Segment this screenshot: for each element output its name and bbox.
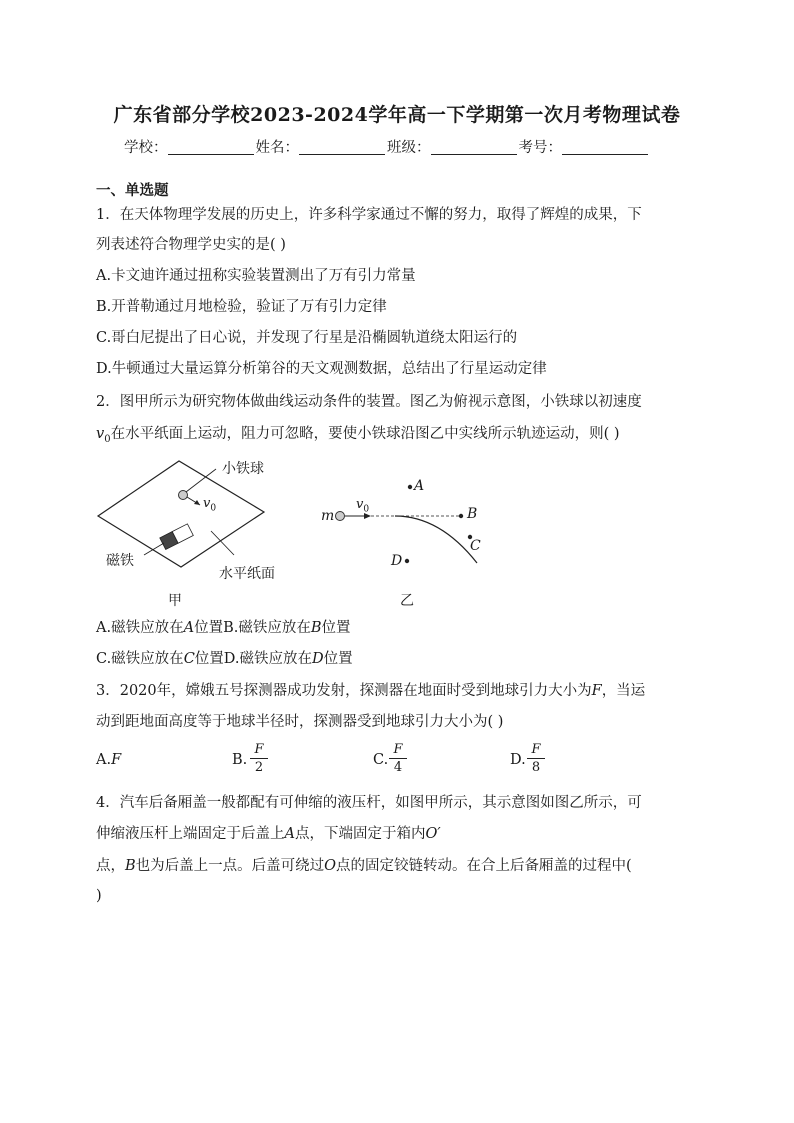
- q3-option-d: D.: [510, 752, 526, 768]
- frac-b-den: 2: [254, 760, 264, 775]
- q2-options-ab: [96, 618, 351, 638]
- q2-opt-d-tail: 位置: [323, 651, 353, 667]
- q2-opt-a-letter: A: [183, 620, 195, 636]
- point-b-dot: [459, 514, 463, 518]
- school-label: 学校：: [124, 140, 168, 156]
- label-a: A: [414, 478, 425, 494]
- q1-option-b: B.开普勒通过月地检验，验证了万有引力定律: [96, 299, 387, 315]
- q3-opt-a-prefix: A.: [96, 752, 112, 768]
- q3-option-c: C.: [373, 752, 389, 768]
- q2-opt-d-text: 位置D.磁铁应放在: [194, 651, 313, 667]
- ball-m: [336, 512, 345, 521]
- name-blank: [299, 140, 385, 155]
- q3-option-a: [96, 752, 121, 768]
- curved-trajectory: [395, 516, 477, 563]
- frac-d-num: F: [531, 742, 541, 757]
- q2-stem-line1: 2．图甲所示为研究物体做曲线运动条件的装置。图乙为俯视示意图，小铁球以初速度: [96, 394, 642, 410]
- q4-stem-3c: 点的固定铰链转动。在合上后备厢盖的过程中(: [336, 858, 632, 874]
- q1-stem-line1: 1．在天体物理学发展的历史上，许多科学家通过不懈的努力，取得了辉煌的成果，下: [96, 207, 642, 223]
- magnet-label: 磁铁: [106, 553, 134, 569]
- fig-jia-v: v: [203, 496, 211, 511]
- label-m: m: [321, 508, 335, 524]
- q2-opt-b-tail: 位置: [321, 620, 351, 636]
- label-b: B: [467, 506, 478, 522]
- q4-stem-line1: 4．汽车后备厢盖一般都配有可伸缩的液压杆，如图甲所示，其示意图如图乙所示，可: [96, 795, 642, 811]
- label-d: D: [391, 553, 403, 569]
- q4-stem-2a: 伸缩液压杆上端固定于后盖上: [96, 826, 285, 842]
- q4-point-o-prime: O′: [425, 826, 441, 842]
- fig-jia-v-label: [203, 496, 216, 514]
- magnet-leader-line: [144, 543, 164, 555]
- figure-yi-caption: 乙: [400, 593, 414, 609]
- q4-stem-line4: ): [96, 888, 102, 904]
- q4-stem-3a: 点，: [96, 858, 125, 874]
- q2-stem-line2: [96, 424, 620, 450]
- fig-yi-v-label: [356, 497, 369, 515]
- q4-stem-line2: [96, 824, 441, 844]
- section-heading: 一、单选题: [96, 182, 169, 199]
- q4-stem-line3: [96, 856, 632, 876]
- q2-stem-line2-text: 在水平纸面上运动，阻力可忽略，要使小铁球沿图乙中实线所示轨迹运动，则( ): [110, 426, 620, 442]
- class-label: 班级：: [387, 140, 431, 156]
- q2-opt-c-letter: C: [183, 651, 195, 667]
- magnet: [160, 524, 194, 550]
- q3-option-b-fraction: [250, 742, 268, 775]
- q2-opt-a-text: A.磁铁应放在: [96, 620, 184, 636]
- exam-no-label: 考号：: [518, 140, 562, 156]
- frac-c-num: F: [393, 742, 403, 757]
- q2-opt-d-letter: D: [312, 651, 324, 667]
- frac-c-den: 4: [393, 760, 403, 775]
- q1-option-d: D.牛顿通过大量运算分析第谷的天文观测数据，总结出了行星运动定律: [96, 361, 547, 377]
- q1-option-a: A.卡文迪许通过扭称实验装置测出了万有引力常量: [96, 268, 416, 284]
- student-info-line: [124, 136, 650, 157]
- q4-stem-2b: 点，下端固定于箱内: [294, 826, 426, 842]
- paper-label: 水平纸面: [219, 566, 275, 582]
- q2-opt-b-text: 位置B.磁铁应放在: [194, 620, 311, 636]
- point-d-dot: [405, 559, 409, 563]
- fig-yi-v-sub: 0: [363, 504, 370, 515]
- figure-jia-caption: 甲: [168, 593, 182, 609]
- q2-opt-b-letter: B: [310, 620, 322, 636]
- q3-stem-F: F: [591, 683, 602, 699]
- q4-point-b: B: [125, 858, 136, 874]
- q3-stem-line2: 动到距地面高度等于地球半径时，探测器受到地球引力大小为( ): [96, 714, 504, 730]
- q2-options-cd: [96, 649, 353, 669]
- exam-no-blank: [562, 140, 648, 155]
- figure-jia: [94, 455, 294, 610]
- q2-opt-c-text: C.磁铁应放在: [96, 651, 184, 667]
- q3-stem-line1: [96, 681, 645, 701]
- fig-jia-v-sub: 0: [210, 503, 217, 514]
- velocity-arrowhead: [194, 500, 200, 505]
- page-title: 广东省部分学校2023-2024学年高一下学期第一次月考物理试卷: [113, 104, 681, 126]
- q2-v0-symbol: v: [96, 426, 105, 442]
- ball-label: 小铁球: [222, 461, 264, 477]
- q3-option-b: B.: [232, 752, 248, 768]
- name-label: 姓名：: [255, 140, 299, 156]
- q4-stem-3b: 也为后盖上一点。后盖可绕过: [135, 858, 325, 874]
- q3-stem-a: 3．2020年，嫦娥五号探测器成功发射，探测器在地面时受到地球引力大小为: [96, 683, 592, 699]
- q1-stem-line2: 列表述符合物理学史实的是( ): [96, 237, 286, 253]
- q3-opt-a-value: F: [111, 752, 122, 768]
- q3-option-c-fraction: [389, 742, 407, 775]
- point-a-dot: [408, 485, 412, 489]
- school-blank: [168, 140, 254, 155]
- q1-option-c: C.哥白尼提出了日心说，并发现了行星是沿椭圆轨道绕太阳运行的: [96, 330, 518, 346]
- q3-stem-b: ，当运: [601, 683, 646, 699]
- class-blank: [431, 140, 517, 155]
- q3-option-d-fraction: [527, 742, 545, 775]
- q4-point-a: A: [284, 826, 295, 842]
- frac-b-num: F: [254, 742, 264, 757]
- fig-yi-v: v: [356, 497, 364, 512]
- label-c: C: [470, 538, 481, 554]
- q4-point-o: O: [324, 858, 337, 874]
- q2-v0-sub: 0: [104, 433, 111, 445]
- frac-d-den: 8: [531, 760, 541, 775]
